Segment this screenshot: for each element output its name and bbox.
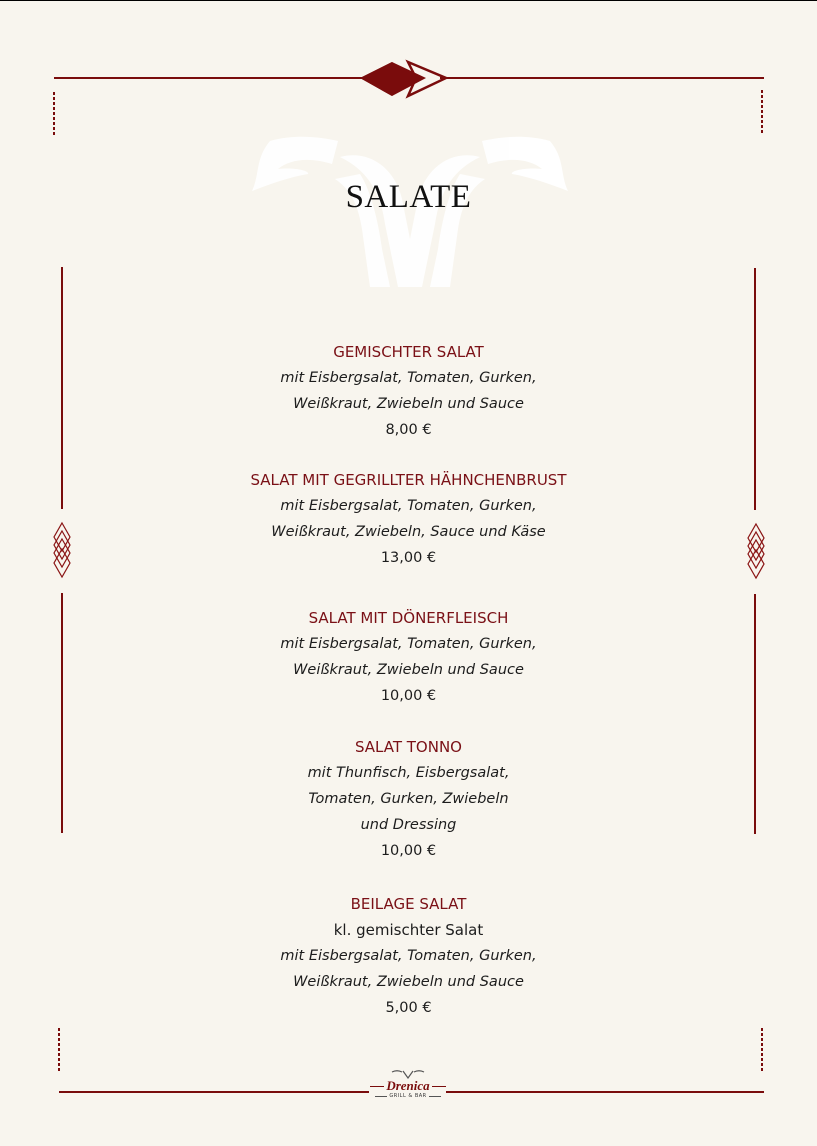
menu-item-description: Weißkraut, Zwiebeln und Sauce <box>293 662 524 678</box>
menu-item-description: mit Eisbergsalat, Tomaten, Gurken, <box>280 636 537 652</box>
menu-item-price: 13,00 € <box>380 550 437 566</box>
menu-item-description: mit Eisbergsalat, Tomaten, Gurken, <box>280 370 537 386</box>
menu-item-price: 10,00 € <box>380 688 437 704</box>
menu-item-description: mit Eisbergsalat, Tomaten, Gurken, <box>280 498 537 514</box>
footer-logo <box>368 1069 448 1099</box>
menu-item-description: Weißkraut, Zwiebeln und Sauce <box>293 974 524 990</box>
menu-item-price: 8,00 € <box>385 422 432 438</box>
bottom-border-line-left <box>59 1091 369 1093</box>
bottom-border-line-right <box>446 1091 764 1093</box>
menu-item-name: BEILAGE SALAT <box>350 895 467 913</box>
menu-item <box>0 605 817 709</box>
corner-dots-top-right <box>761 90 763 135</box>
menu-item-name: SALAT TONNO <box>354 738 462 756</box>
menu-item-name: GEMISCHTER SALAT <box>333 343 484 361</box>
menu-item-price: 10,00 € <box>380 843 437 859</box>
menu-item-description: mit Eisbergsalat, Tomaten, Gurken, <box>280 948 537 964</box>
page-title: SALATE <box>345 179 472 215</box>
top-border-line-right <box>440 77 764 79</box>
corner-dots-bottom-right <box>761 1028 763 1073</box>
top-border-line-left <box>54 77 366 79</box>
menu-list <box>0 339 817 1021</box>
corner-dots-top-left <box>53 92 55 137</box>
menu-item-description: mit Thunfisch, Eisbergsalat, <box>307 765 510 781</box>
menu-item <box>0 734 817 864</box>
menu-item-description: Weißkraut, Zwiebeln, Sauce und Käse <box>271 524 546 540</box>
menu-item-name: SALAT MIT DÖNERFLEISCH <box>308 609 509 627</box>
menu-item-description: und Dressing <box>360 817 457 833</box>
menu-item-price: 5,00 € <box>385 1000 432 1016</box>
menu-item-description: Weißkraut, Zwiebeln und Sauce <box>293 396 524 412</box>
diamond-ornament-icon <box>356 59 452 99</box>
menu-item-name: SALAT MIT GEGRILLTER HÄHNCHENBRUST <box>250 471 567 489</box>
corner-dots-bottom-left <box>58 1028 60 1073</box>
logo-name: Drenica <box>386 1078 430 1093</box>
menu-item <box>0 467 817 571</box>
logo-subtitle: GRILL & BAR <box>389 1093 427 1099</box>
menu-item <box>0 891 817 1021</box>
menu-item <box>0 339 817 443</box>
menu-item-subtitle: kl. gemischter Salat <box>333 921 484 939</box>
menu-item-description: Tomaten, Gurken, Zwiebeln <box>308 791 509 807</box>
